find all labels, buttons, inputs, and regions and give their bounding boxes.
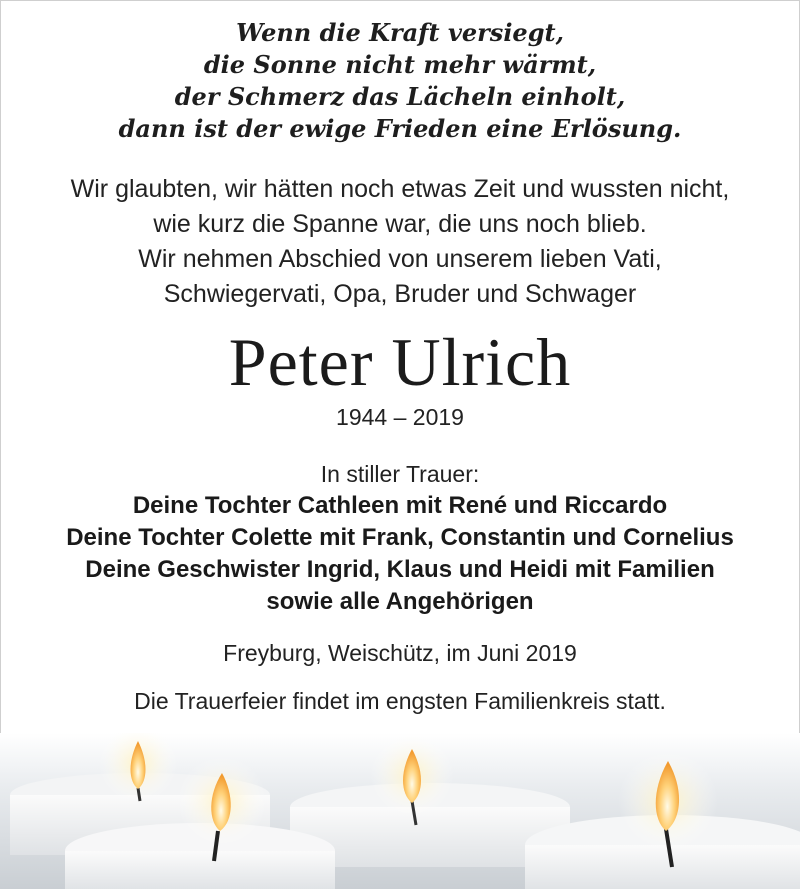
life-dates: 1944 – 2019 <box>336 404 464 430</box>
intro-line: wie kurz die Spanne war, die uns noch blieb. <box>153 210 647 238</box>
deceased-name: Peter Ulrich <box>228 324 572 400</box>
funeral-notice: Die Trauerfeier findet im engsten Familienkreis statt. <box>134 688 666 714</box>
candles-image <box>0 733 800 889</box>
mourner-line: Deine Tochter Colette mit Frank, Constantin und Cornelius <box>66 524 734 551</box>
poem-line: dann ist der ewige Frieden eine Erlösung. <box>118 114 682 143</box>
poem-line: der Schmerz das Lächeln einholt, <box>174 82 626 111</box>
intro-line: Wir nehmen Abschied von unserem lieben Vati, <box>138 245 662 273</box>
intro-text <box>0 172 800 312</box>
place-date: Freyburg, Weischütz, im Juni 2019 <box>223 640 577 666</box>
mourning-label: In stiller Trauer: <box>320 461 480 487</box>
mourners-list <box>0 490 800 618</box>
poem-line: Wenn die Kraft versiegt, <box>236 18 564 47</box>
mourner-line: sowie alle Angehörigen <box>266 588 534 615</box>
poem-line: die Sonne nicht mehr wärmt, <box>203 50 597 79</box>
mourner-line: Deine Tochter Cathleen mit René und Riccardo <box>132 492 668 519</box>
intro-line: Wir glaubten, wir hätten noch etwas Zeit und wussten nicht, <box>70 175 730 203</box>
mourner-line: Deine Geschwister Ingrid, Klaus und Heidi mit Familien <box>85 556 715 583</box>
poem-block <box>0 17 800 145</box>
intro-line: Schwiegervati, Opa, Bruder und Schwager <box>163 280 637 308</box>
